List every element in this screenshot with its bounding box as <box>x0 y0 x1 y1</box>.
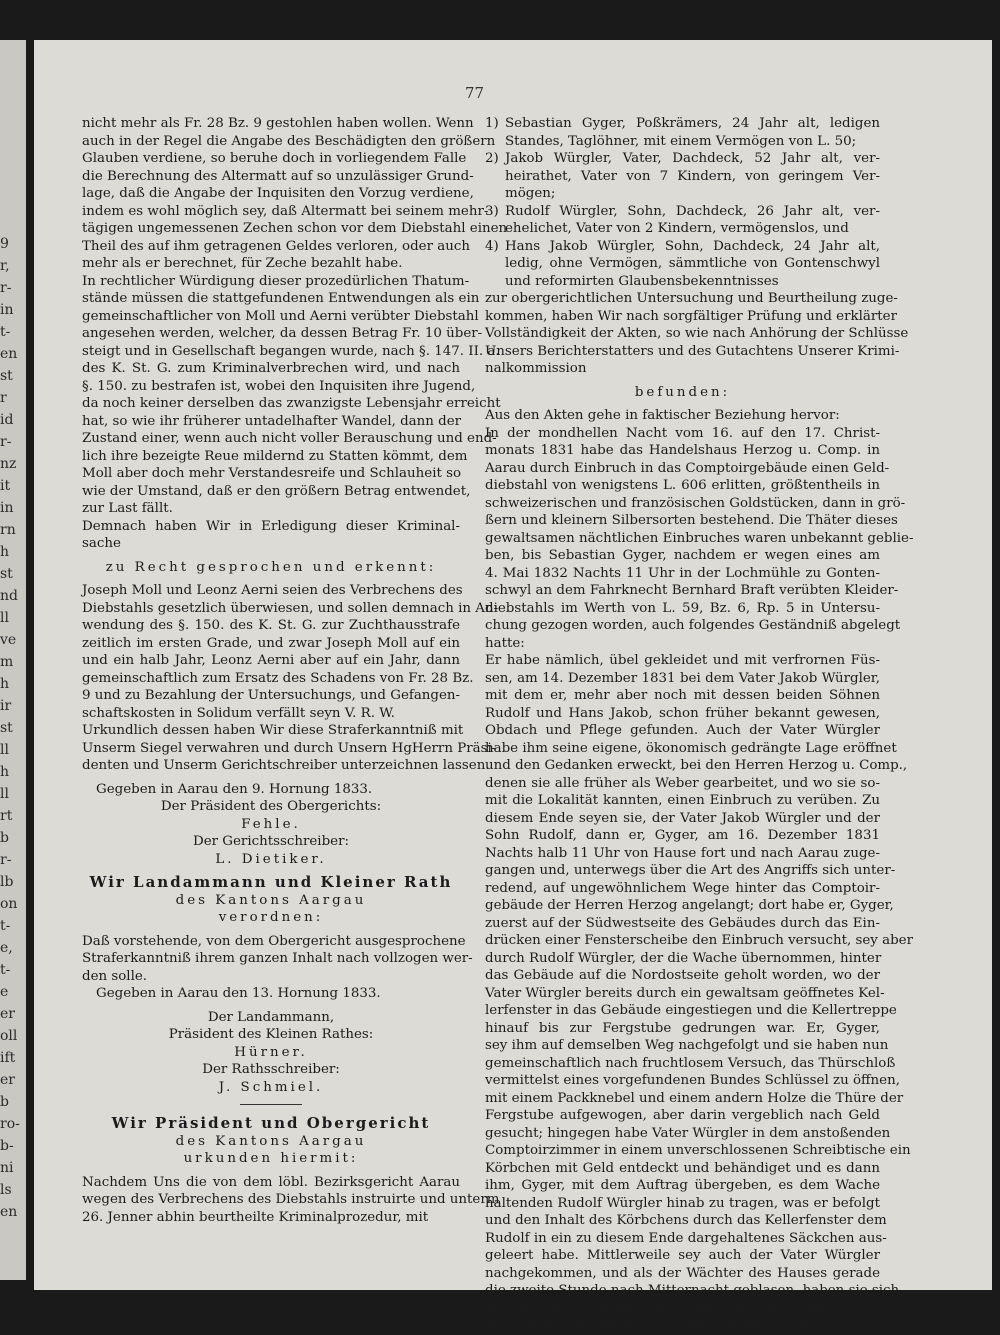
text-line: gemeinschaftlich zum Ersatz des Schadens von Fr. 28 Bz. <box>82 670 474 686</box>
decree-heading: des Kantons Aargau <box>175 892 367 908</box>
defendant-text <box>505 115 880 150</box>
text-line: ehelichet, Vater von 2 Kindern, vermögenslos, und <box>505 221 849 236</box>
text-line: durch Rudolf Würgler, der die Wache übernommen, hinter <box>485 950 882 966</box>
text-line: angesehen werden, welcher, da dessen Betrag Fr. 10 über- <box>82 326 483 341</box>
prev-page-fragment: r- <box>0 434 12 450</box>
prev-page-fragment: 9 <box>0 236 9 252</box>
text-line: Rudolf Würgler, Sohn, Dachdeck, 26 Jahr alt, ver- <box>505 203 880 219</box>
signature-line: Der Gerichtsschreiber: <box>192 834 349 849</box>
text-line: In der mondhellen Nacht vom 16. auf den 17. Christ- <box>485 425 880 441</box>
defendant-item <box>485 238 880 291</box>
text-line: Körbchen mit Geld entdeckt und behändiget und es dann <box>485 1160 880 1176</box>
prev-page-fragment: rn <box>0 522 16 538</box>
prev-page-fragment: st <box>0 368 13 384</box>
text-line: ihm, Gyger, mit dem Auftrag übergeben, es dem Wache <box>485 1178 880 1193</box>
text-line: diebstahl von wenigstens L. 606 erlitten, größtentheils in <box>485 478 880 493</box>
text-line: wie der Umstand, daß er den größern Betrag entwendet, <box>82 483 471 499</box>
prev-page-fragment: nd <box>0 588 18 604</box>
text-line: nicht mehr als Fr. 28 Bz. 9 gestohlen haben wollen. Wenn <box>82 116 474 131</box>
text-line: wendung des §. 150. des K. St. G. zur Zuchthausstrafe <box>82 618 460 633</box>
text-line: Moll aber doch mehr Verstandesreife und Schlauheit so <box>82 466 462 481</box>
text-line: zeitlich im ersten Grade, und zwar Joseph Moll auf ein <box>82 635 460 651</box>
decree-heading: urkunden hiermit: <box>183 1151 359 1166</box>
text-line: Demnach haben Wir in Erledigung dieser Kriminal- <box>82 518 460 534</box>
prev-page-fragment: ll <box>0 610 9 626</box>
text-line: Hans Jakob Würgler, Sohn, Dachdeck, 24 Jahr alt, <box>505 238 880 254</box>
previous-page-edge <box>0 40 26 1280</box>
text-line: Unserm Siegel verwahren und durch Unsern HgHerrn Präsi- <box>82 740 497 756</box>
text-line: denen sie alle früher als Weber gearbeitet, und wo sie so- <box>485 775 880 791</box>
text-line: mit dem er, mehr aber noch mit dessen beiden Söhnen <box>485 688 880 703</box>
signature-line: Der Rathsschreiber: <box>202 1062 340 1077</box>
text-line: zur obergerichtlichen Untersuchung und Beurtheilung zuge- <box>485 291 898 306</box>
prev-page-fragment: er <box>0 1072 15 1088</box>
prev-page-fragment: t- <box>0 324 11 340</box>
prev-page-fragment: r, <box>0 258 10 274</box>
text-line: Aus den Akten gehe in faktischer Beziehung hervor: <box>485 408 840 423</box>
text-line: schweizerischen und französischen Goldstücken, dann in grö- <box>485 495 906 511</box>
text-line: ßern und kleinern Silbersorten bestehend. Die Thäter dieses <box>485 513 898 528</box>
text-line: und den Inhalt des Körbchens durch das Kellerfenster dem <box>485 1213 887 1228</box>
text-line: diebstahls im Werth von L. 59, Bz. 6, Rp. 5 in Untersu- <box>485 600 880 616</box>
prev-page-fragment: ni <box>0 1160 14 1176</box>
prev-page-fragment: m <box>0 654 14 670</box>
text-line: mehr als er berechnet, für Zeche bezahlt habe. <box>82 256 403 271</box>
text-line: heirathet, Vater von 7 Kindern, von geringem Ver- <box>505 168 880 184</box>
text-line: Standes, Taglöhner, mit einem Vermögen von L. 50; <box>505 133 857 149</box>
text-line: hinauf bis zur Fergstube gedrungen war. Er, Gyger, <box>485 1020 880 1036</box>
text-line: Er habe nämlich, übel gekleidet und mit verfrornen Füs- <box>485 653 880 668</box>
section-heading: befunden: <box>634 384 731 400</box>
decree-heading: Wir Landammann und Kleiner Rath <box>89 873 453 891</box>
text-line: Diebstahls gesetzlich überwiesen, und sollen demnach in An- <box>82 600 499 616</box>
defendant-item <box>485 115 880 150</box>
text-line: Daß vorstehende, von dem Obergericht ausgesprochene <box>82 933 466 949</box>
text-line: gangen und, unterwegs über die Art des Angriffs sich unter- <box>485 863 896 878</box>
text-line: schwyl an dem Fahrknecht Bernhard Braft verübten Kleider- <box>485 583 899 598</box>
text-line: und den Gedanken erweckt, bei den Herren Herzog u. Comp., <box>485 758 908 773</box>
text-line: zur Last fällt. <box>82 501 173 516</box>
text-line: §. 150. zu bestrafen ist, wobei den Inquisiten ihre Jugend, <box>82 378 476 394</box>
prev-page-fragment: ift <box>0 1050 16 1066</box>
prev-page-fragment: b- <box>0 1138 14 1154</box>
text-line: den solle. <box>82 968 148 984</box>
prev-page-fragment: e <box>0 984 9 1000</box>
text-line: Nachdem Uns die von dem löbl. Bezirksgericht Aarau <box>82 1174 460 1190</box>
defendant-text <box>505 238 880 291</box>
list-number: 1) <box>485 116 499 131</box>
prev-page-fragment: rt <box>0 808 13 824</box>
text-line: indem es wohl möglich sey, daß Altermatt bei seinem mehr- <box>82 203 489 219</box>
text-line: Zustand einer, wenn auch nicht voller Berauschung und end- <box>82 431 497 446</box>
text-line: sen, am 14. Dezember 1831 bei dem Vater Jakob Würgler, <box>485 670 880 686</box>
text-line: gemeinschaftlicher von Moll und Aerni verübter Diebstahl <box>82 308 479 324</box>
text-line: decken möchte, auf verschiedenen Wegen fort und nach <box>485 1318 868 1333</box>
signature-line: Der Landammann, <box>207 1009 335 1025</box>
prev-page-fragment: ve <box>0 632 17 648</box>
text-line: sey ihm auf demselben Weg nachgefolgt und sie haben nun <box>485 1038 889 1053</box>
signature-line: J. Schmiel. <box>218 1079 324 1095</box>
text-line: Nachts halb 11 Uhr von Hause fort und nach Aarau zuge- <box>485 845 880 861</box>
text-line: nachgekommen, und als der Wächter des Hauses gerade <box>485 1265 880 1281</box>
signature-line: Präsident des Kleinen Rathes: <box>168 1027 374 1042</box>
text-line: und ein halb Jahr, Leonz Aerni aber auf ein Jahr, dann <box>82 653 460 668</box>
defendant-item <box>485 203 880 238</box>
text-line: gemeinschaftlich nach fruchtlosem Versuch, das Thürschloß <box>485 1055 896 1071</box>
text-line: zuerst auf der Südwestseite des Gebäudes durch das Ein- <box>485 915 880 931</box>
text-line: steigt und in Gesellschaft begangen wurde, nach §. 147. II. a. <box>82 343 500 359</box>
prev-page-fragment: b <box>0 830 9 846</box>
text-line: geleert habe. Mittlerweile sey auch der Vater Würgler <box>485 1248 880 1263</box>
prev-page-fragment: h <box>0 544 10 560</box>
text-line: ledig, ohne Vermögen, sämmtliche von Gontenschwyl <box>505 256 880 271</box>
signature-line: Hürner. <box>234 1044 308 1060</box>
defendant-item <box>485 150 880 203</box>
text-line: gesucht; hingegen habe Vater Würgler in dem anstoßenden <box>485 1125 891 1141</box>
text-line: kommen, haben Wir nach sorgfältiger Prüfung und erklärter <box>485 308 897 324</box>
prev-page-fragment: en <box>0 346 18 362</box>
text-line: Urkundlich dessen haben Wir diese Straferkanntniß mit <box>82 723 464 738</box>
text-line: mit einem Packknebel und einem andern Holze die Thüre der <box>485 1090 904 1106</box>
prev-page-fragment: ll <box>0 786 9 802</box>
text-line: Rudolf und Hans Jakob, schon früher bekannt gewesen, <box>485 705 880 721</box>
date-line: Gegeben in Aarau den 13. Hornung 1833. <box>96 986 381 1001</box>
text-line: habe ihm seine eigene, ökonomisch gedrängte Lage eröffnet <box>485 740 897 756</box>
text-line: Unsers Berichterstatters und des Gutachtens Unserer Krimi- <box>485 343 900 359</box>
text-line: mögen; <box>505 186 556 201</box>
list-number: 4) <box>485 238 499 254</box>
signature-line: Fehle. <box>241 816 301 832</box>
signature-line: Der Präsident des Obergerichts: <box>160 799 382 814</box>
text-line: ben, bis Sebastian Gyger, nachdem er wegen eines am <box>485 548 880 563</box>
prev-page-fragment: ir <box>0 698 12 714</box>
text-line: Straferkanntniß ihrem ganzen Inhalt nach vollzogen wer- <box>82 951 473 966</box>
defendant-text <box>505 150 880 203</box>
text-line: vermittelst eines vorgefundenen Bundes Schlüssel zu öffnen, <box>485 1073 900 1088</box>
text-line: In rechtlicher Würdigung dieser prozedürlichen Thatum- <box>82 273 470 289</box>
text-line: Sohn Rudolf, dann er, Gyger, am 16. Dezember 1831 <box>485 828 880 843</box>
text-line: lerfenster in das Gebäude eingestiegen und die Kellertreppe <box>485 1003 897 1018</box>
text-line: das Gebäude auf die Nordostseite geholt worden, wo der <box>485 968 880 983</box>
text-line: 4. Mai 1832 Nachts 11 Uhr in der Lochmühle zu Gonten- <box>485 565 880 581</box>
text-line: 26. Jenner abhin beurtheilte Kriminalprozedur, mit <box>82 1209 429 1225</box>
prev-page-fragment: st <box>0 720 13 736</box>
text-line: Joseph Moll und Leonz Aerni seien des Verbrechens des <box>82 583 463 598</box>
text-line: 9 und zu Bezahlung der Untersuchungs, und Gefangen- <box>82 688 461 703</box>
text-line: denten und Unserm Gerichtschreiber unterzeichnen lassen. <box>82 758 490 773</box>
prev-page-fragment: t- <box>0 918 11 934</box>
text-line: hat, so wie ihr früherer untadelhafter Wandel, dann der <box>82 413 462 429</box>
text-line: hatte: <box>485 635 525 651</box>
text-line: Obdach und Pflege gefunden. Auch der Vater Würgler <box>485 723 880 738</box>
prev-page-fragment: r- <box>0 852 12 868</box>
text-line: chung gezogen worden, auch folgendes Geständniß abgelegt <box>485 618 901 633</box>
section-heading: zu Recht gesprochen und erkennt: <box>105 559 437 575</box>
list-number: 2) <box>485 151 499 166</box>
prev-page-fragment: nz <box>0 456 17 472</box>
text-line: redend, auf ungewöhnlichem Wege hinter das Comptoir- <box>485 880 880 896</box>
text-line: sache <box>82 536 121 551</box>
text-line: haltenden Rudolf Würgler hinab zu tragen, was er befolgt <box>485 1195 880 1211</box>
text-line: stände müssen die stattgefundenen Entwendungen als ein <box>82 291 480 306</box>
page-number: 77 <box>465 84 485 102</box>
text-line: die zweite Stunde nach Mitternacht geblasen, haben sie sich <box>485 1283 900 1298</box>
date-line: Gegeben in Aarau den 9. Hornung 1833. <box>96 781 373 797</box>
text-line: wegen des Verbrechens des Diebstahls instruirte und unterm <box>82 1192 500 1207</box>
text-line: die Berechnung des Altermatt auf so unzulässiger Grund- <box>82 168 474 184</box>
prev-page-fragment: er <box>0 1006 15 1022</box>
text-line: und reformirten Glaubensbekenntnisses <box>505 273 779 289</box>
decree-heading: Wir Präsident und Obergericht <box>111 1114 431 1132</box>
decree-heading: des Kantons Aargau <box>175 1133 367 1149</box>
text-line: auch in der Regel die Angabe des Beschädigten den größern <box>82 133 496 149</box>
text-line: Comptoirzimmer in einem unverschlossenen Schreibtische ein <box>485 1143 911 1158</box>
prev-page-fragment: ro- <box>0 1116 20 1132</box>
divider-rule <box>240 1104 302 1105</box>
text-line: tägigen ungemessenen Zechen schon vor dem Diebstahl einen <box>82 221 508 236</box>
prev-page-fragment: oll <box>0 1028 18 1044</box>
prev-page-fragment: st <box>0 566 13 582</box>
text-line: gewaltsamen nächtlichen Einbruches waren unbekannt geblie- <box>485 530 914 546</box>
text-line: Aarau durch Einbruch in das Comptoirgebäude einen Geld- <box>485 460 890 476</box>
decree-heading: verordnen: <box>218 910 324 925</box>
text-line: schaftskosten in Solidum verfällt seyn V. R. W. <box>82 705 395 721</box>
text-line: Theil des auf ihm getragenen Geldes verloren, oder auch <box>82 238 470 254</box>
prev-page-fragment: lb <box>0 874 14 890</box>
text-line: lich ihre bezeigte Reue mildernd zu Statten kömmt, dem <box>82 448 468 464</box>
prev-page-fragment: en <box>0 1204 18 1220</box>
prev-page-fragment: t- <box>0 962 11 978</box>
prev-page-fragment: b <box>0 1094 9 1110</box>
text-line: Rudolf in ein zu diesem Ende dargehaltenes Säckchen aus- <box>485 1230 887 1246</box>
text-line: diesem Ende seyen sie, der Vater Jakob Würgler und der <box>485 810 880 826</box>
prev-page-fragment: on <box>0 896 18 912</box>
prev-page-fragment: ls <box>0 1182 12 1198</box>
prev-page-fragment: h <box>0 676 10 692</box>
text-line: Vollständigkeit der Akten, so wie nach Anhörung der Schlüsse <box>485 326 909 341</box>
signature-line: L. Dietiker. <box>215 851 327 867</box>
text-line: Jakob Würgler, Vater, Dachdeck, 52 Jahr alt, ver- <box>505 151 880 166</box>
prev-page-fragment: ll <box>0 742 9 758</box>
prev-page-fragment: in <box>0 500 14 516</box>
prev-page-fragment: e, <box>0 940 13 956</box>
defendant-text <box>505 203 880 238</box>
text-line: ins Freie gemacht und aus Furcht, daß derselbe sie ent- <box>485 1300 880 1316</box>
prev-page-fragment: it <box>0 478 11 494</box>
list-number: 3) <box>485 203 499 219</box>
prev-page-fragment: h <box>0 764 10 780</box>
text-line: monats 1831 habe das Handelshaus Herzog u. Comp. in <box>485 443 880 458</box>
text-line: Vater Würgler bereits durch ein gewaltsam geöffnetes Kel- <box>485 985 885 1001</box>
text-line: drücken einer Fensterscheibe den Einbruch versucht, sey aber <box>485 933 914 948</box>
prev-page-fragment: r <box>0 390 7 406</box>
text-line: gebäude der Herren Herzog angelangt; dort habe er, Gyger, <box>485 898 894 913</box>
text-line: nalkommission <box>485 361 587 376</box>
prev-page-fragment: in <box>0 302 14 318</box>
text-line: da noch keiner derselben das zwanzigste Lebensjahr erreicht <box>82 396 501 411</box>
text-line: Sebastian Gyger, Poßkrämers, 24 Jahr alt, ledigen <box>505 116 880 131</box>
text-line: des K. St. G. zum Kriminalverbrechen wird, und nach <box>82 361 460 376</box>
text-line: Fergstube aufgewogen, aber darin vergeblich nach Geld <box>485 1108 880 1123</box>
text-line: lage, daß die Angabe der Inquisiten den Vorzug verdiene, <box>82 186 474 201</box>
right-column <box>485 115 914 1335</box>
text-line: Glauben verdiene, so beruhe doch in vorliegendem Falle <box>82 151 467 166</box>
prev-page-fragment: id <box>0 412 14 428</box>
text-line: mit die Lokalität kannten, einen Einbruch zu verüben. Zu <box>485 793 880 808</box>
prev-page-fragment: r- <box>0 280 12 296</box>
